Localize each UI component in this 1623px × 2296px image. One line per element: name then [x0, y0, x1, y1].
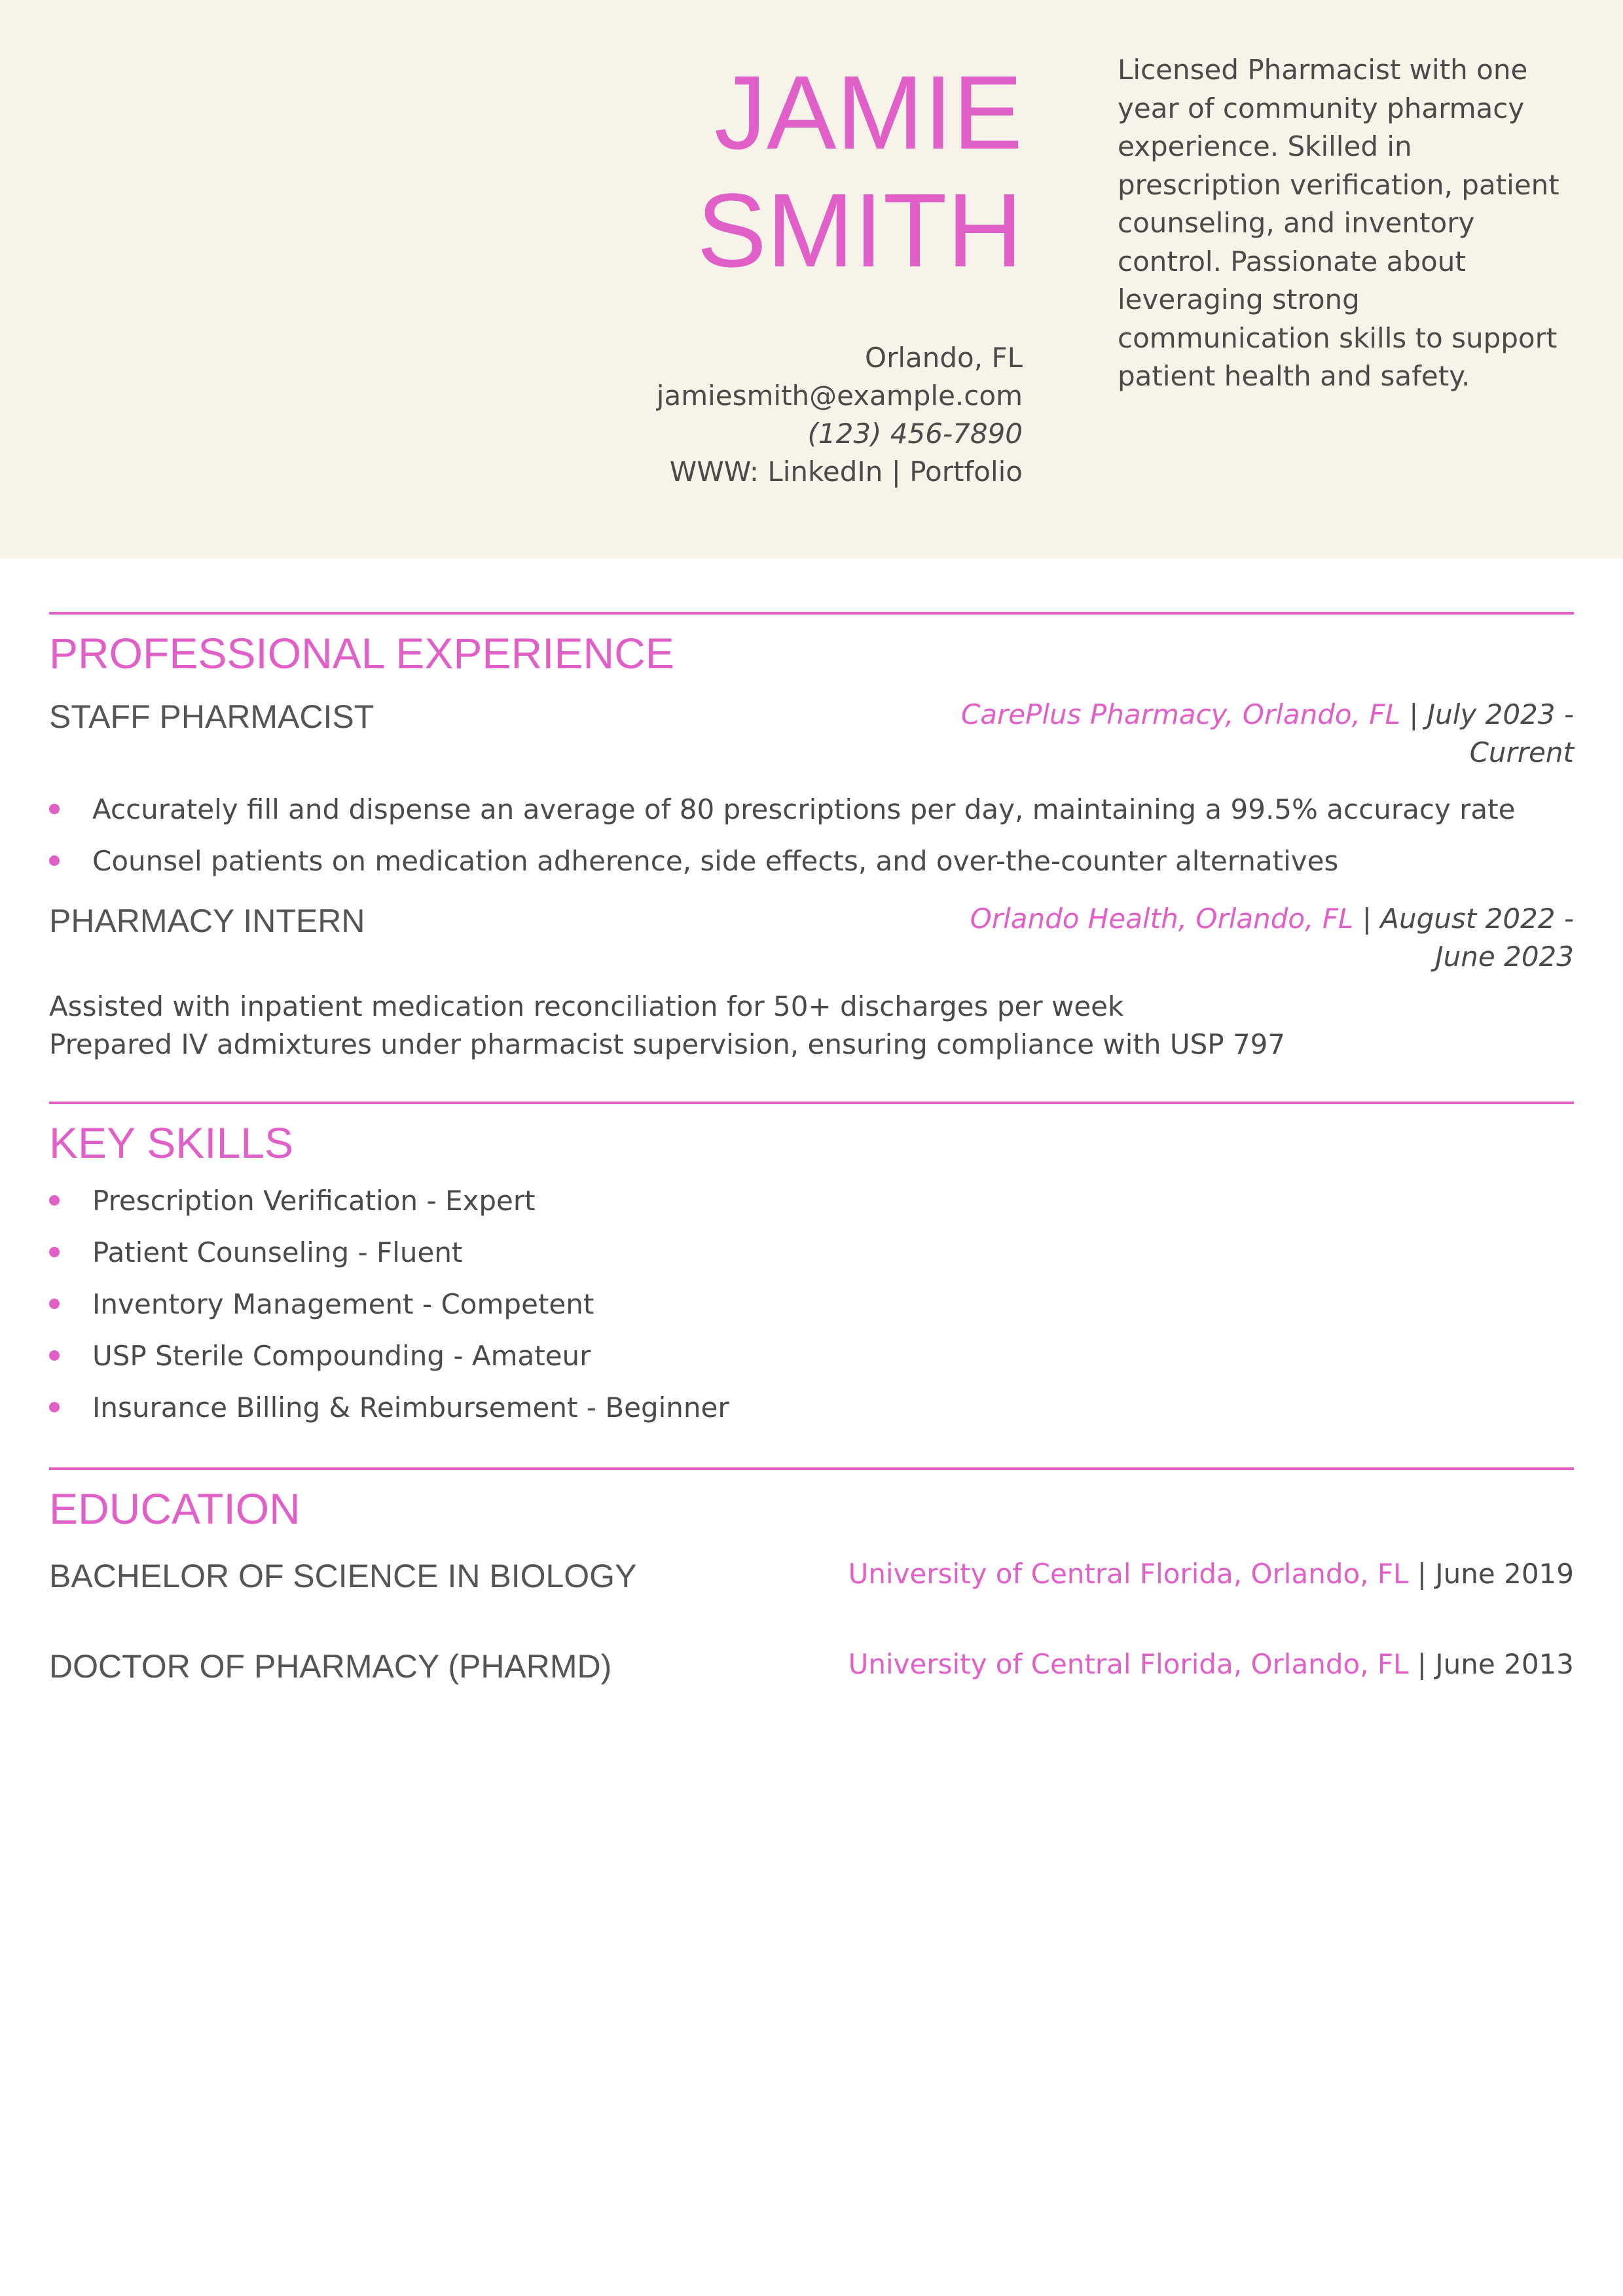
skill-text: Prescription Verification - Expert	[92, 1185, 536, 1217]
location: Orlando, FL	[865, 342, 1023, 374]
graduation-date: June 2019	[1435, 1558, 1574, 1590]
job-meta	[854, 696, 1574, 772]
meta-separator: |	[1353, 903, 1381, 935]
detail-line: Prepared IV admixtures under pharmacist supervision, ensuring compliance with USP 797	[49, 1028, 1286, 1060]
job-title: STAFF PHARMACIST	[49, 698, 374, 735]
job-employer: Orlando Health, Orlando, FL	[970, 903, 1354, 935]
section-title-education: EDUCATION	[49, 1484, 301, 1533]
section-divider	[49, 1102, 1574, 1104]
job-meta	[913, 900, 1574, 976]
list-item	[49, 1330, 1574, 1382]
email-link[interactable]: jamiesmith@example.com	[656, 380, 1023, 412]
bullet-text: Accurately fill and dispense an average of 80 prescriptions per day, maintaining a 99.5% accuracy rate	[92, 793, 1516, 825]
bullet-icon	[49, 1299, 60, 1309]
school-name: University of Central Florida, Orlando, FL	[848, 1558, 1409, 1590]
web-links[interactable]: WWW: LinkedIn | Portfolio	[669, 456, 1023, 488]
education-meta	[848, 1555, 1574, 1593]
degree-title: BACHELOR OF SCIENCE IN BIOLOGY	[49, 1558, 637, 1594]
list-item	[49, 783, 1574, 835]
list-item	[49, 1227, 1574, 1278]
phone-number: (123) 456-7890	[807, 418, 1023, 450]
list-item	[49, 835, 1574, 887]
skill-text: Insurance Billing & Reimbursement - Beginner	[92, 1391, 729, 1424]
section-divider	[49, 612, 1574, 615]
job-header	[49, 696, 1574, 772]
job-dates: August 2022 - June 2023	[1380, 903, 1574, 973]
first-name: JAMIE	[714, 54, 1023, 171]
degree-title: DOCTOR OF PHARMACY (PHARMD)	[49, 1648, 612, 1685]
profile-summary: Licensed Pharmacist with one year of community pharmacy experience. Skilled in prescription verification, patient counseling, and inventory control. Passionate about leveraging strong communication skills to support patient health and safety.	[1118, 54, 1559, 392]
job-header	[49, 900, 1574, 976]
bullet-text: Counsel patients on medication adherence, side effects, and over-the-counter alternatives	[92, 845, 1339, 877]
bullet-icon	[49, 1402, 60, 1412]
header-band	[0, 0, 1623, 558]
skill-text: Inventory Management - Competent	[92, 1288, 594, 1320]
list-item	[49, 1382, 1574, 1433]
job-bullets	[49, 783, 1574, 887]
education-meta	[848, 1645, 1574, 1683]
skill-text: Patient Counseling - Fluent	[92, 1236, 463, 1268]
detail-line: Assisted with inpatient medication reconciliation for 50+ discharges per week	[49, 990, 1124, 1022]
job-dates: July 2023 - Current	[1427, 698, 1574, 768]
job-employer: CarePlus Pharmacy, Orlando, FL	[960, 698, 1400, 730]
education-entry	[49, 1555, 1574, 1597]
bullet-icon	[49, 804, 60, 814]
bullet-icon	[49, 1195, 60, 1206]
job-details	[49, 988, 1574, 1064]
bullet-icon	[49, 855, 60, 866]
last-name: SMITH	[697, 171, 1023, 289]
meta-separator: |	[1408, 1558, 1436, 1590]
education-entry	[49, 1645, 1574, 1687]
bullet-icon	[49, 1247, 60, 1257]
job-title: PHARMACY INTERN	[49, 903, 365, 939]
meta-separator: |	[1408, 1648, 1436, 1680]
section-title-skills: KEY SKILLS	[49, 1119, 294, 1167]
list-item	[49, 1278, 1574, 1330]
contact-info	[657, 339, 1023, 491]
bullet-icon	[49, 1350, 60, 1361]
candidate-name	[697, 54, 1023, 289]
list-item	[49, 1175, 1574, 1227]
skill-text: USP Sterile Compounding - Amateur	[92, 1340, 591, 1372]
skills-list	[49, 1175, 1574, 1433]
graduation-date: June 2013	[1435, 1648, 1574, 1680]
resume-body	[49, 612, 1574, 1687]
section-title-experience: PROFESSIONAL EXPERIENCE	[49, 629, 674, 677]
section-divider	[49, 1467, 1574, 1470]
school-name: University of Central Florida, Orlando, FL	[848, 1648, 1409, 1680]
meta-separator: |	[1400, 698, 1427, 730]
